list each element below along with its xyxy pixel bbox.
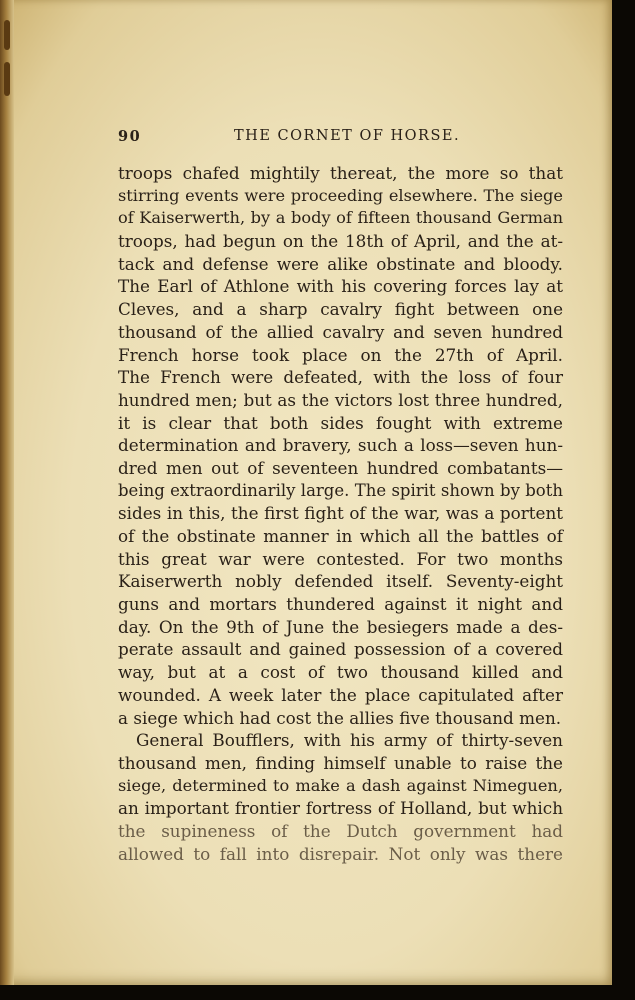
text-line: troops chafed mightily thereat, the more so that: [118, 163, 563, 183]
text-line: guns and mortars thundered against it night and: [118, 594, 563, 615]
running-title: THE CORNET OF HORSE.: [234, 128, 461, 144]
text-line: allowed to fall into disrepair. Not only was there: [118, 843, 563, 864]
text-line: the supineness of the Dutch government had: [118, 820, 563, 841]
text-line: being extraordinarily large. The spirit shown by both: [118, 480, 563, 500]
text-line: Cleves, and a sharp cavalry fight between one: [118, 299, 563, 320]
text-line: thousand of the allied cavalry and seven hundred: [118, 321, 563, 342]
text-line: an important frontier fortress of Holland, but which: [118, 798, 563, 819]
body-text: [118, 162, 563, 865]
text-line: French horse took place on the 27th of April.: [118, 344, 563, 365]
text-line: thousand men, finding himself unable to raise the: [118, 752, 563, 773]
page-number: 90: [118, 128, 142, 145]
text-line: troops, had begun on the 18th of April, and the at-: [118, 231, 563, 252]
text-line: tack and defense were alike obstinate and bloody.: [118, 253, 563, 274]
book-binding: [0, 0, 14, 985]
text-line: siege, determined to make a dash against Nimeguen,: [118, 775, 563, 795]
binding-mark: [4, 62, 10, 96]
text-line: hundred men; but as the victors lost three hundred,: [118, 389, 563, 410]
text-line: of the obstinate manner in which all the battles of: [118, 526, 563, 546]
text-line: The Earl of Athlone with his covering forces lay at: [118, 276, 563, 297]
text-line: determination and bravery, such a loss—seven hun-: [118, 435, 563, 456]
text-line: way, but at a cost of two thousand killed and: [118, 662, 563, 683]
text-line: of Kaiserwerth, by a body of fifteen thousand German: [118, 208, 563, 228]
text-line: wounded. A week later the place capitulated after: [118, 684, 563, 705]
text-line: stirring events were proceeding elsewhere. The siege: [118, 185, 563, 205]
binding-mark: [4, 20, 10, 50]
text-line: The French were defeated, with the loss of four: [118, 367, 563, 388]
text-line: Kaiserwerth nobly defended itself. Seventy-eight: [118, 571, 563, 592]
text-line: sides in this, the first fight of the war, was a portent: [118, 503, 563, 524]
text-line: perate assault and gained possession of a covered: [118, 639, 563, 660]
page-header: [118, 128, 563, 148]
text-line: a siege which had cost the allies five thousand men.: [118, 707, 562, 728]
text-line: day. On the 9th of June the besiegers made a des-: [118, 616, 563, 637]
page-edge-shadow: [612, 0, 635, 1000]
text-line: this great war were contested. For two months: [118, 548, 563, 569]
text-line: it is clear that both sides fought with extreme: [118, 412, 563, 433]
text-line: dred men out of seventeen hundred combatants—: [118, 457, 563, 478]
paragraph-first-line: General Boufflers, with his army of thirty-seven: [136, 730, 563, 751]
